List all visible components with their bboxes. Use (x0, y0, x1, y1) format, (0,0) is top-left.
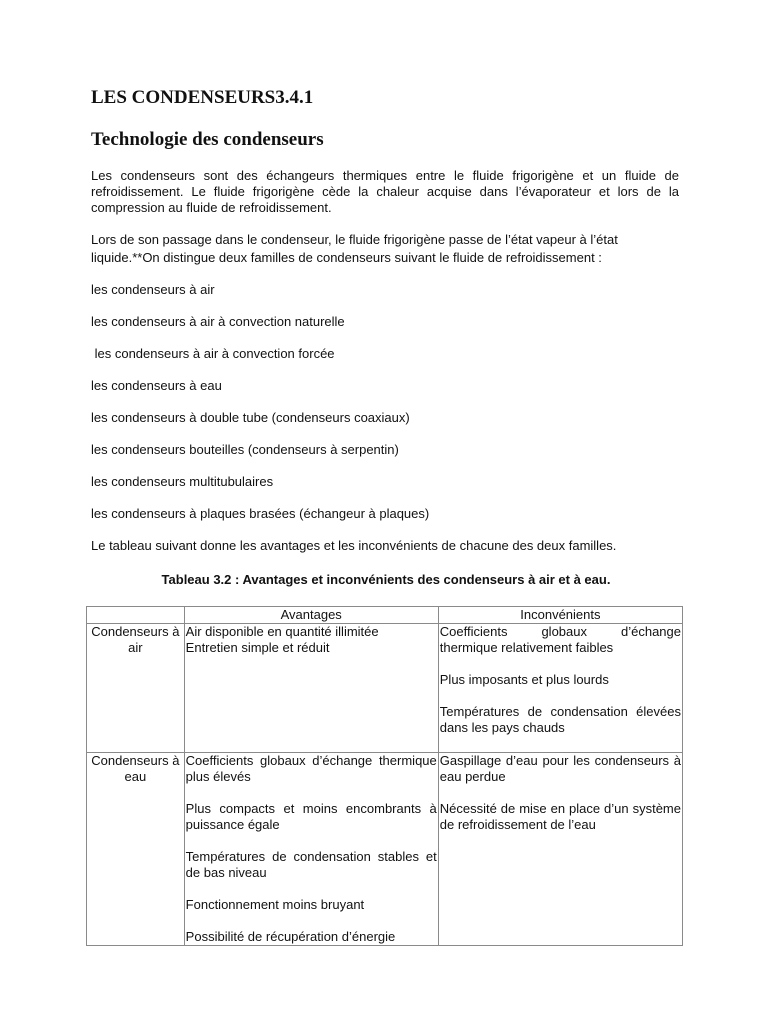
table-caption: Tableau 3.2 : Avantages et inconvénients des condenseurs à air et à eau. (161, 572, 611, 587)
avantage-item: Possibilité de récupération d’énergie (185, 929, 396, 944)
inconvenient-item: Gaspillage d’eau pour les condenseurs à eau perdue (439, 753, 681, 784)
intro-paragraph-2 (91, 232, 679, 266)
table-intro: Le tableau suivant donne les avantages et les inconvénients de chacune des deux familles. (91, 538, 617, 553)
avantages-eau-cell (184, 753, 438, 946)
row-label-eau: Condenseurs à eau (87, 753, 185, 946)
list-item: les condenseurs bouteilles (condenseurs à serpentin) (91, 442, 399, 457)
document-body (91, 86, 679, 554)
inconvenients-air-cell (438, 624, 682, 753)
condenser-type-list (91, 282, 679, 522)
list-item: les condenseurs multitubulaires (91, 474, 274, 489)
avantage-item: Plus compacts et moins encombrants à puissance égale (185, 801, 437, 832)
header-empty-cell (87, 607, 185, 624)
list-item: les condenseurs à double tube (condenseurs coaxiaux) (91, 410, 410, 425)
list-item: les condenseurs à eau (91, 378, 222, 393)
table-row (87, 753, 683, 946)
table-row (87, 624, 683, 753)
avantage-item: Fonctionnement moins bruyant (185, 897, 365, 912)
inconvenient-item: Températures de condensation élevées dans les pays chauds (439, 704, 681, 735)
avantage-item: Entretien simple et réduit (185, 640, 330, 655)
header-avantages: Avantages (184, 607, 438, 624)
section-title: Technologie des condenseurs (91, 129, 324, 150)
inconvenient-item: Plus imposants et plus lourds (439, 672, 609, 687)
avantage-item: Températures de condensation stables et de bas niveau (185, 849, 437, 880)
list-item: les condenseurs à air à convection naturelle (91, 314, 345, 329)
page-title: LES CONDENSEURS3.4.1 (91, 87, 314, 108)
intro-paragraph-1: Les condenseurs sont des échangeurs thermiques entre le fluide frigorigène et un fluide de refroidissement. Le fluide frigorigène cède la chaleur acquise dans l’évaporateur et lors de la compression au fluide de refroidissement. (91, 168, 679, 215)
table-header-row (87, 607, 683, 624)
avantage-item: Coefficients globaux d’échange thermique plus élevés (185, 753, 437, 784)
inconvenients-eau-cell (438, 753, 682, 946)
intro-paragraph-2-line-2: liquide.**On distingue deux familles de condenseurs suivant le fluide de refroidissement : (91, 250, 602, 265)
avantage-item: Air disponible en quantité illimitée (185, 624, 379, 639)
list-item: les condenseurs à air à convection forcée (91, 346, 335, 361)
inconvenient-item: Nécessité de mise en place d’un système de refroidissement de l’eau (439, 801, 681, 832)
inconvenient-item: Coefficients globaux d’échange thermique relativement faibles (439, 624, 681, 655)
comparison-table (86, 606, 683, 946)
list-item: les condenseurs à air (91, 282, 215, 297)
list-item: les condenseurs à plaques brasées (échangeur à plaques) (91, 506, 430, 521)
header-inconvenients: Inconvénients (438, 607, 682, 624)
intro-paragraph-2-line-1: Lors de son passage dans le condenseur, le fluide frigorigène passe de l’état vapeur à l’état (91, 232, 618, 247)
row-label-air: Condenseurs à air (87, 624, 185, 753)
avantages-air-cell (184, 624, 438, 753)
